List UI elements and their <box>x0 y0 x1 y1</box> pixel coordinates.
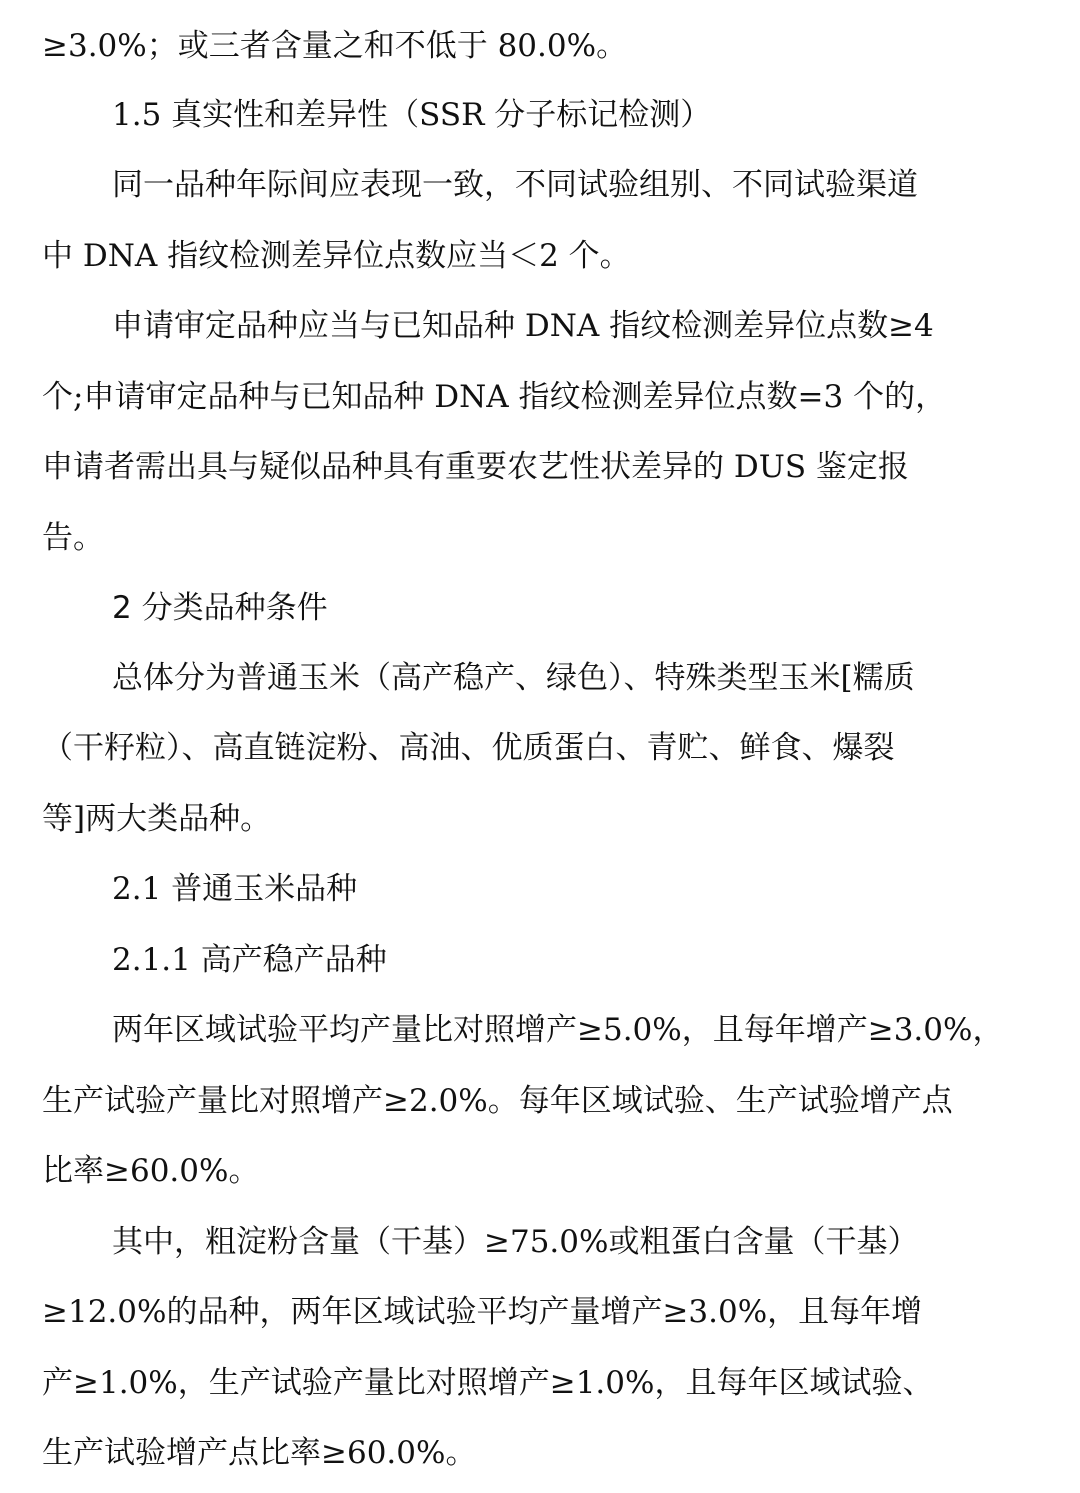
text-line-3: 同一品种年际间应表现一致，不同试验组别、不同试验渠道 <box>112 167 918 203</box>
text-line-16: 生产试验产量比对照增产≥2.0%。每年区域试验、生产试验增产点 <box>42 1083 953 1119</box>
text-line-4: 中 DNA 指纹检测差异位点数应当＜2 个。 <box>42 238 631 274</box>
text-line-6: 个;申请审定品种与已知品种 DNA 指纹检测差异位点数=3 个的， <box>42 379 947 415</box>
text-line-7: 申请者需出具与疑似品种具有重要农艺性状差异的 DUS 鉴定报 <box>42 449 909 485</box>
text-line-19: ≥12.0%的品种，两年区域试验平均产量增产≥3.0%，且每年增 <box>42 1294 923 1330</box>
text-line-11: （干籽粒）、高直链淀粉、高油、优质蛋白、青贮、鲜食、爆裂 <box>42 730 895 766</box>
text-line-18: 其中，粗淀粉含量（干基）≥75.0%或粗蛋白含量（干基） <box>112 1224 919 1260</box>
text-line-15: 两年区域试验平均产量比对照增产≥5.0%，且每年增产≥3.0%， <box>112 1012 1004 1048</box>
text-line-17: 比率≥60.0%。 <box>42 1153 260 1189</box>
section-heading-2: 2 分类品种条件 <box>112 590 328 626</box>
section-heading-2-1: 2.1 普通玉米品种 <box>112 871 358 907</box>
text-line-5: 申请审定品种应当与已知品种 DNA 指纹检测差异位点数≥4 <box>112 308 934 344</box>
text-line-10: 总体分为普通玉米（高产稳产、绿色）、特殊类型玉米[糯质 <box>112 660 915 696</box>
text-line-1: ≥3.0%；或三者含量之和不低于 80.0%。 <box>42 28 628 64</box>
text-line-12: 等]两大类品种。 <box>42 801 272 837</box>
section-heading-1-5: 1.5 真实性和差异性（SSR 分子标记检测） <box>112 97 712 133</box>
text-line-21: 生产试验增产点比率≥60.0%。 <box>42 1435 477 1471</box>
section-heading-2-1-1: 2.1.1 高产稳产品种 <box>112 942 387 978</box>
text-line-8: 告。 <box>42 520 104 556</box>
text-line-20: 产≥1.0%，生产试验产量比对照增产≥1.0%，且每年区域试验、 <box>42 1365 934 1401</box>
